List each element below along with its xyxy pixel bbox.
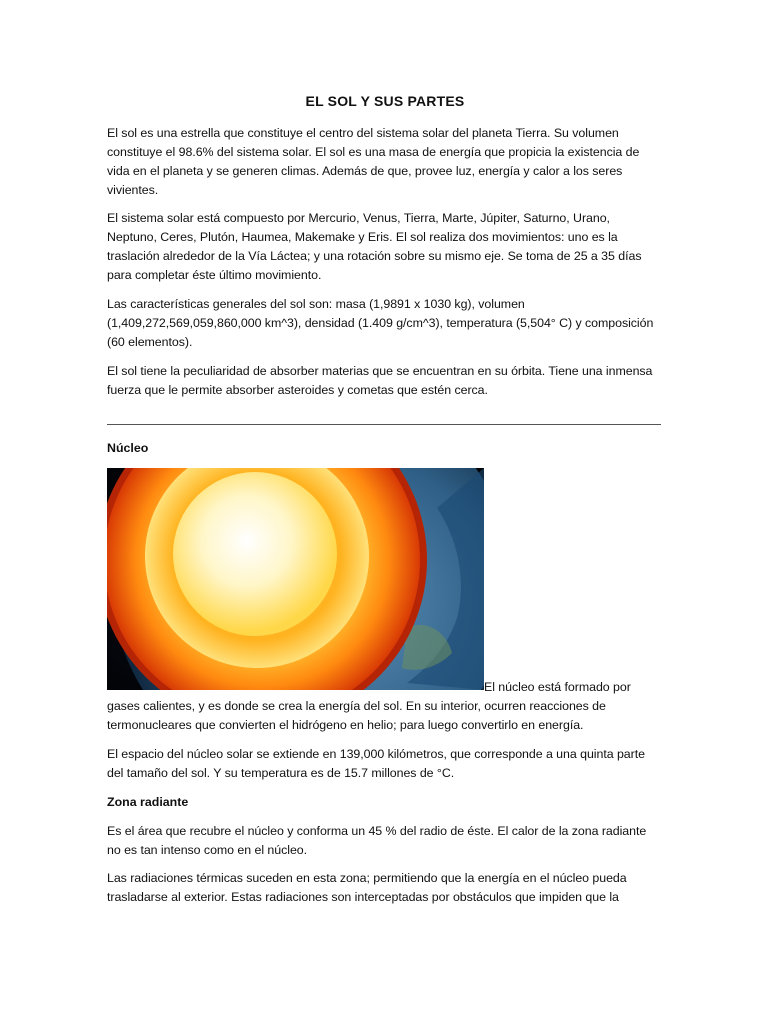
inner-core — [173, 472, 337, 636]
nucleo-paragraph-1: El núcleo está formado por gases calientes, y es donde se crea la energía del sol. En su interior, ocurren reacciones de termonucleares que convierten el hidrógeno en helio; para luego convertirlo en energía. — [107, 680, 631, 732]
intro-paragraph: El sol es una estrella que constituye el centro del sistema solar del planeta Tierra. Su volumen constituye el 98.6% del sistema solar. El sol es una masa de energía que propicia la existencia de vida en el planeta y se generen climas. Además de que, provee luz, energía y calor a los seres vivientes. — [107, 126, 640, 197]
nucleo-heading: Núcleo — [107, 441, 149, 455]
core-cutaway-image — [107, 468, 484, 690]
nucleo-paragraph-2: El espacio del núcleo solar se extiende en 139,000 kilómetros, que corresponde a una quinta parte del tamaño del sol. Y su temperatura es de 15.7 millones de °C. — [107, 747, 645, 780]
zona-radiante-paragraph-2: Las radiaciones térmicas suceden en esta zona; permitiendo que la energía en el núcleo pueda trasladarse al exterior. Estas radiaciones son interceptadas por obstáculos que impiden que la — [107, 871, 627, 904]
page-title: EL SOL Y SUS PARTES — [305, 93, 465, 109]
zona-radiante-heading: Zona radiante — [107, 795, 189, 809]
characteristics-paragraph: Las características generales del sol son: masa (1,9891 x 1030 kg), volumen (1,409,272,569,059,860,000 km^3), densidad (1.409 g/cm^3), temperatura (5,504° C) y composición (60 elementos). — [107, 297, 654, 349]
solar-system-paragraph: El sistema solar está compuesto por Mercurio, Venus, Tierra, Marte, Júpiter, Saturno, Urano, Neptuno, Ceres, Plutón, Haumea, Makemake y Eris. El sol realiza dos movimientos: uno es la traslación alrededor de la Vía Láctea; y una rotación sobre su mismo eje. Se toma de 25 a 35 días para completar éste último movimiento. — [107, 211, 642, 282]
zona-radiante-paragraph-1: Es el área que recubre el núcleo y conforma un 45 % del radio de éste. El calor de la zona radiante no es tan intenso como en el núcleo. — [107, 824, 647, 857]
absorption-paragraph: El sol tiene la peculiaridad de absorber materias que se encuentran en su órbita. Tiene una inmensa fuerza que le permite absorber asteroides y cometas que estén cerca. — [107, 364, 653, 397]
section-divider — [107, 424, 661, 425]
